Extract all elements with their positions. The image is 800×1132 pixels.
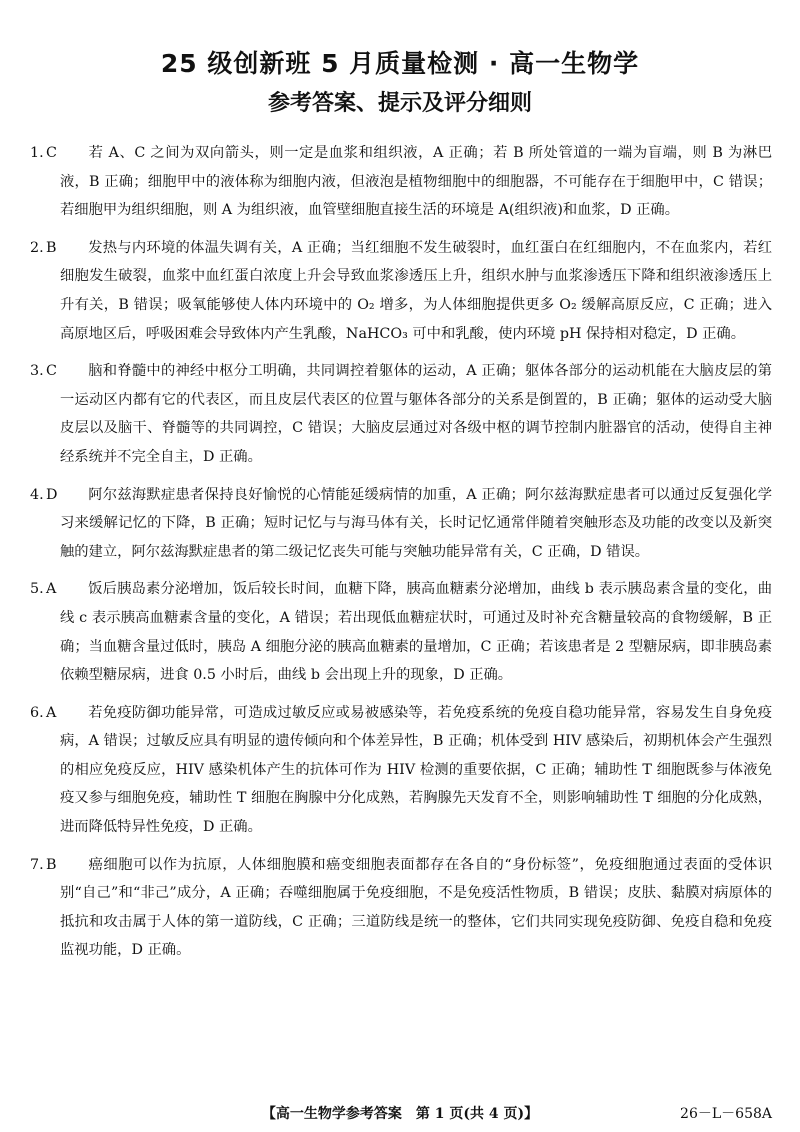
answer-item — [30, 139, 772, 225]
answer-item — [30, 234, 772, 348]
item-explanation: 若 A、C 之间为双向箭头，则一定是血浆和组织液，A 正确；若 B 所处管道的一端为盲端，则 B 为淋巴液，B 正确；细胞甲中的液体称为细胞内液，但液泡是植物细胞中的细胞器，不可能存在于细胞甲中，C 错误；若细胞甲为组织细胞，则 A 为组织液，血管壁细胞直接生活的环境是 A(组织液)和血浆，D 正确。 — [60, 145, 772, 219]
item-answer: A — [46, 581, 57, 598]
item-explanation: 若免疫防御功能异常，可造成过敏反应或易被感染等，若免疫系统的免疫自稳功能异常，容易发生自身免疫病，A 错误；过敏反应具有明显的遗传倾向和个体差异性，B 正确；机体受到 HIV 感染后，初期机体会产生强烈的相应免疫反应，HIV 感染机体产生的抗体可作为 HIV 检测的重要依据，C 正确；辅助性 T 细胞既参与体液免疫又参与细胞免疫，辅助性 T 细胞在胸腺中分化成熟，若胸腺先天发育不全，则影响辅助性 T 细胞的分化成熟，进而降低特异性免疫，D 正确。 — [60, 704, 772, 836]
item-answer: B — [46, 239, 57, 256]
answer-item — [30, 575, 772, 689]
item-number: 4. — [30, 486, 44, 503]
answer-item — [30, 357, 772, 471]
item-explanation: 癌细胞可以作为抗原，人体细胞膜和癌变细胞表面都存在各自的“身份标签”，免疫细胞通过表面的受体识别“自己”和“非己”成分，A 正确；吞噬细胞属于免疫细胞，不是免疫活性物质，B 错误；皮肤、黏膜对病原体的抵抗和攻击属于人体的第一道防线，C 正确；三道防线是统一的整体，它们共同实现免疫防御、免疫自稳和免疫监视功能，D 正确。 — [60, 856, 772, 959]
item-answer: B — [46, 856, 57, 873]
item-number: 7. — [30, 856, 44, 873]
item-explanation: 阿尔兹海默症患者保持良好愉悦的心情能延缓病情的加重，A 正确；阿尔兹海默症患者可以通过反复强化学习来缓解记忆的下降，B 正确；短时记忆与与海马体有关，长时记忆通常伴随着突触形态及功能的改变以及新突触的建立，阿尔兹海默症患者的第二级记忆丧失可能与突触功能异常有关，C 正确，D 错误。 — [60, 486, 772, 560]
item-number: 6. — [30, 704, 44, 721]
item-number: 5. — [30, 581, 44, 598]
answer-item — [30, 481, 772, 567]
answer-item — [30, 699, 772, 842]
item-number: 2. — [30, 239, 44, 256]
item-explanation: 发热与内环境的体温失调有关，A 正确；当红细胞不发生破裂时，血红蛋白在红细胞内，不在血浆内，若红细胞发生破裂，血浆中血红蛋白浓度上升会导致血浆渗透压上升，组织水肿与血浆渗透压下降和组织液渗透压上升有关，B 错误；吸氧能够使人体内环境中的 O₂ 增多，为人体细胞提供更多 O₂ 缓解高原反应，C 正确；进入高原地区后，呼吸困难会导致体内产生乳酸，NaHCO₃ 可中和乳酸，使内环境 pH 保持相对稳定，D 正确。 — [60, 239, 772, 342]
item-answer: A — [46, 704, 57, 721]
item-answer: C — [46, 145, 57, 161]
footer-code: 26－L－658A — [680, 1106, 772, 1122]
page-subtitle: 参考答案、提示及评分细则 — [267, 91, 532, 116]
footer-page-info: 【高一生物学参考答案 第 1 页(共 4 页)】 — [261, 1106, 539, 1122]
item-answer: C — [46, 363, 57, 380]
answer-item — [30, 851, 772, 965]
item-explanation: 脑和脊髓中的神经中枢分工明确，共同调控着躯体的运动，A 正确；躯体各部分的运动机能在大脑皮层的第一运动区内都有它的代表区，而且皮层代表区的位置与躯体各部分的关系是倒置的，B 正确；躯体的运动受大脑皮层以及脑干、脊髓等的共同调控，C 错误；大脑皮层通过对各级中枢的调节控制内脏器官的活动，使得自主神经系统并不完全自主，D 正确。 — [60, 363, 772, 465]
page-title: 25 级创新班 5 月质量检测 · 高一生物学 — [160, 49, 640, 78]
item-answer: D — [46, 486, 58, 503]
answer-list — [30, 139, 772, 974]
item-explanation: 饭后胰岛素分泌增加，饭后较长时间，血糖下降，胰高血糖素分泌增加，曲线 b 表示胰岛素含量的变化，曲线 c 表示胰高血糖素含量的变化，A 错误；若出现低血糖症状时，可通过及时补充含糖量较高的食物缓解，B 正确；当血糖含量过低时，胰岛 A 细胞分泌的胰高血糖素的量增加，C 正确；若该患者是 2 型糖尿病，即非胰岛素依赖型糖尿病，进食 0.5 小时后，曲线 b 会出现上升的现象，D 正确。 — [60, 581, 772, 684]
item-number: 3. — [30, 363, 44, 380]
item-number: 1. — [30, 145, 44, 161]
